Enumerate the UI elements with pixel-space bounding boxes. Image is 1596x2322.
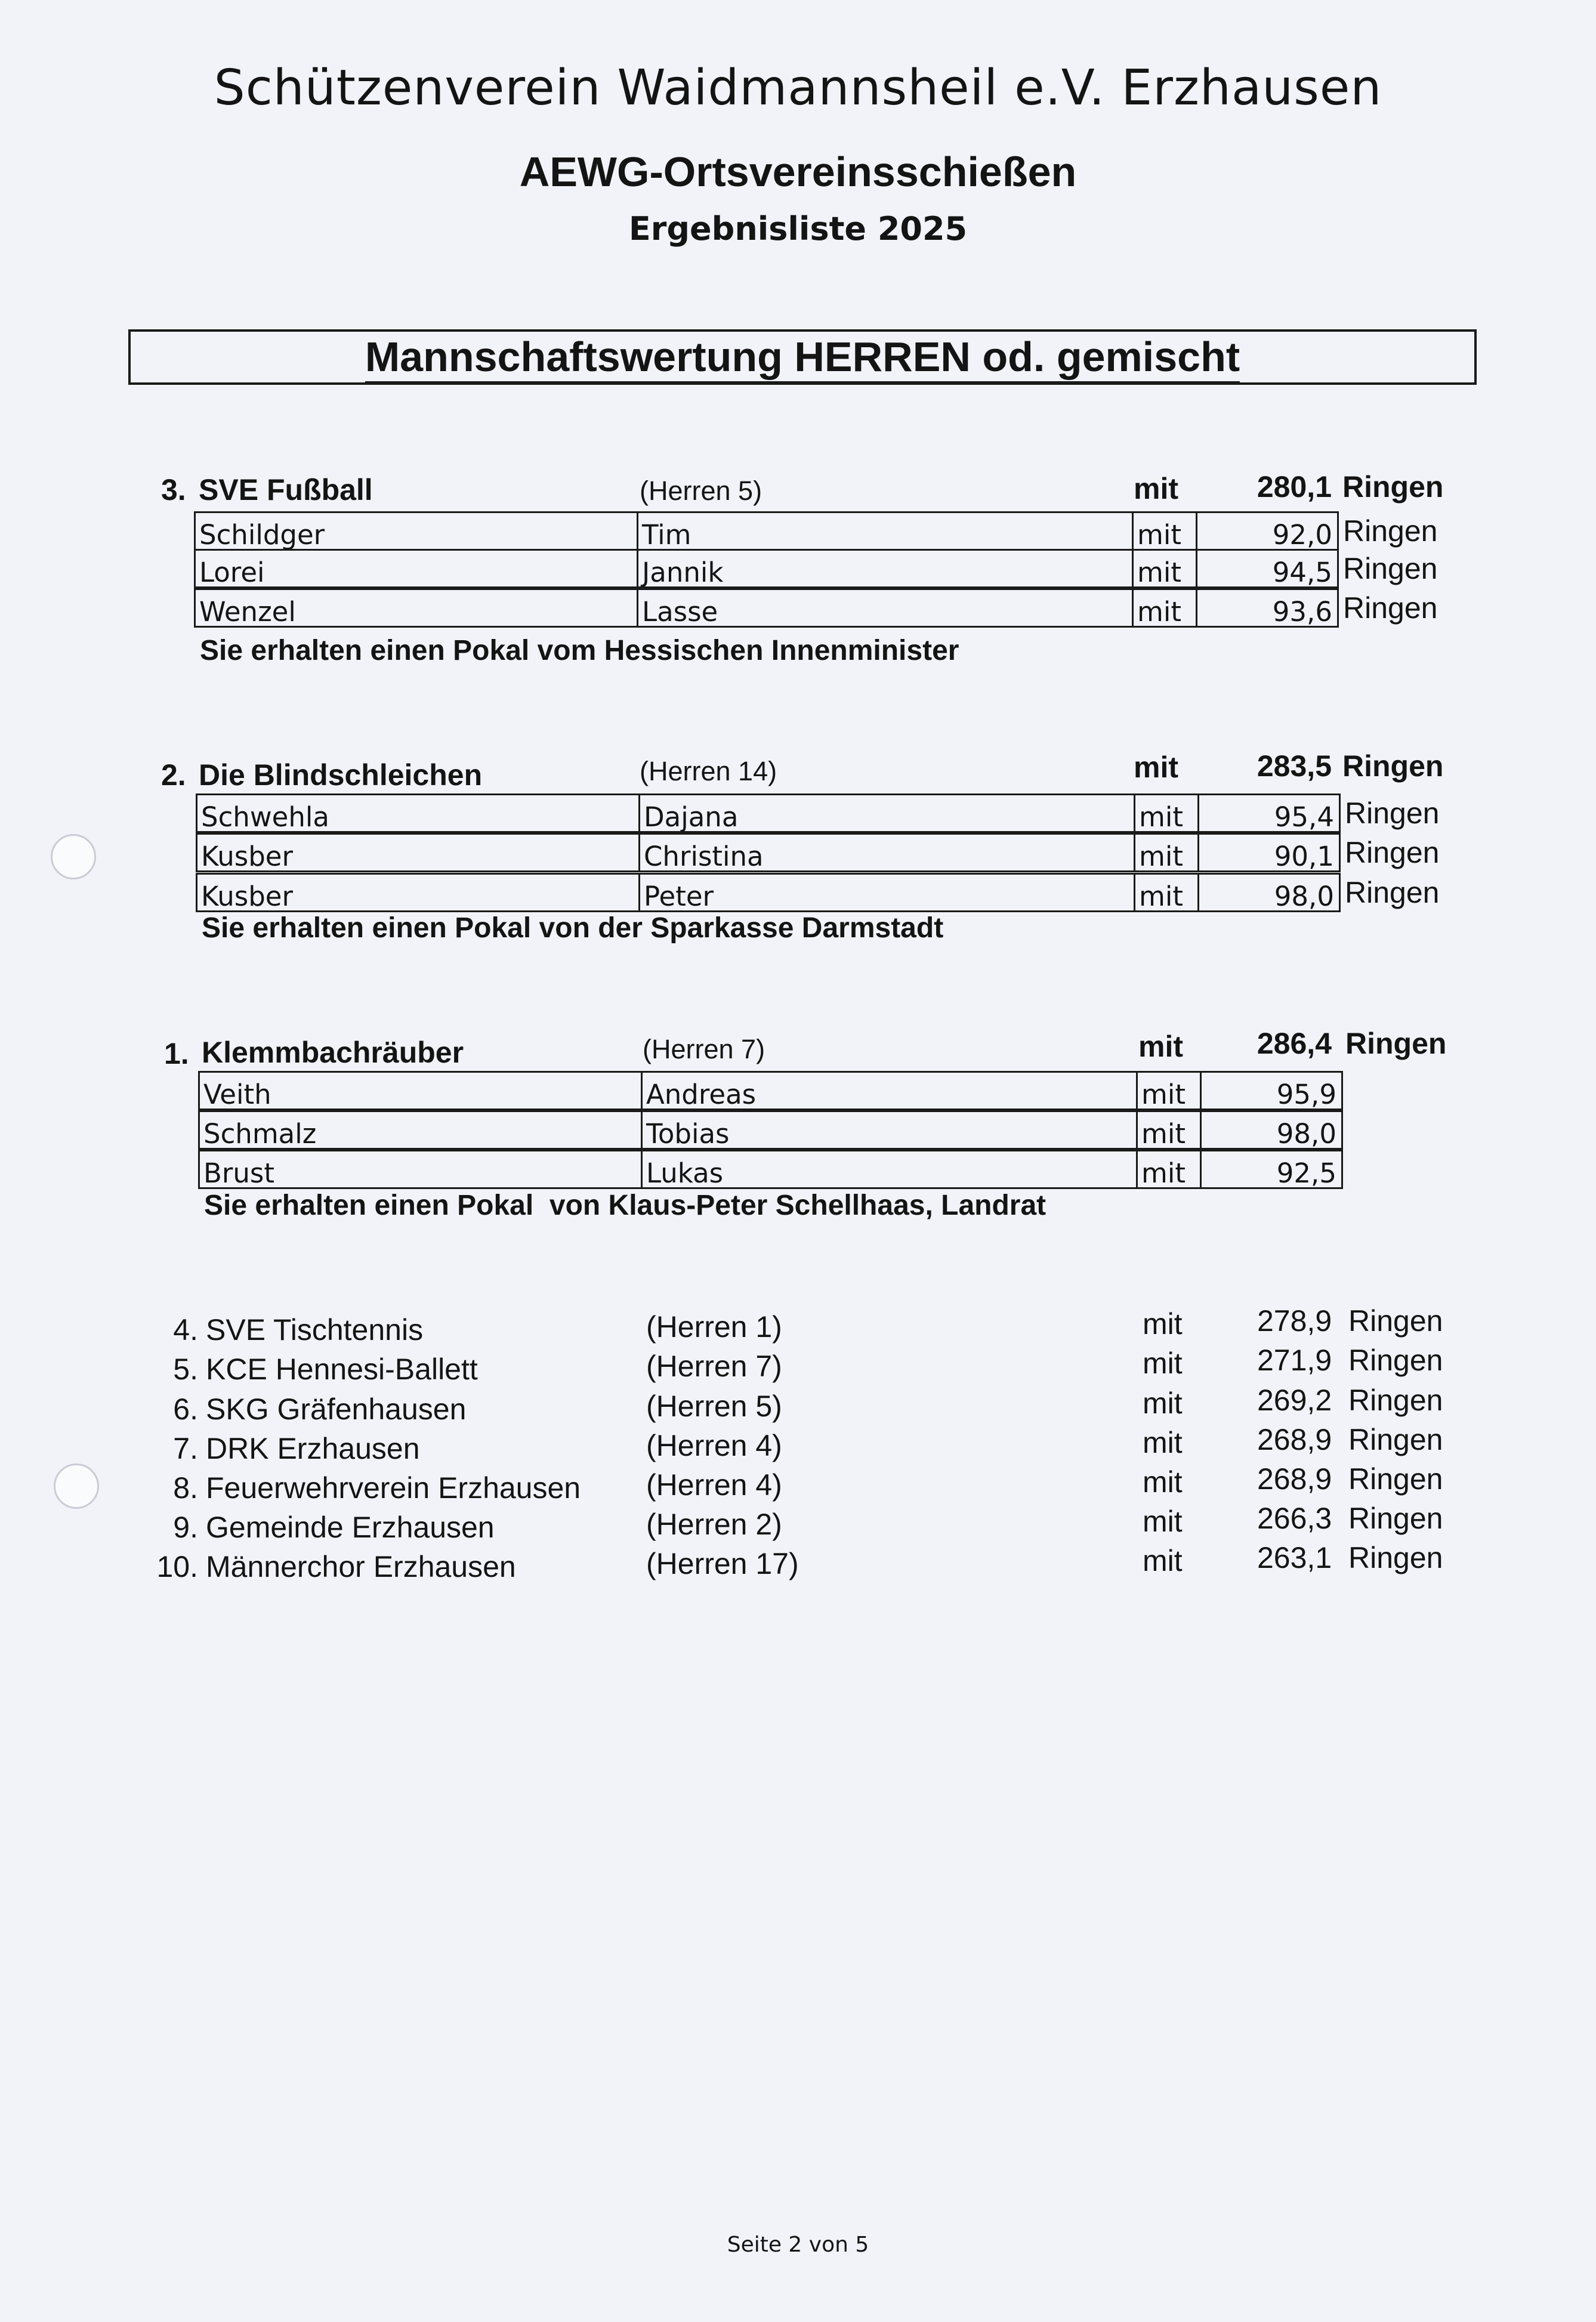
page-footer: Seite 2 von 5 (727, 2233, 869, 2257)
member-firstname: Tim (637, 511, 1132, 551)
item-team: DRK Erzhausen (206, 1432, 420, 1465)
member-firstname: Andreas (641, 1071, 1136, 1110)
item-unit: Ringen (1348, 1541, 1443, 1574)
member-lastname: Lorei (194, 549, 637, 588)
member-unit: Ringen (1343, 514, 1438, 548)
member-mit: mit (1132, 549, 1196, 588)
item-rank: 6. (173, 1392, 198, 1426)
member-unit: Ringen (1343, 591, 1438, 625)
item-team: KCE Hennesi-Ballett (206, 1353, 478, 1386)
item-score: 268,9 (1257, 1462, 1332, 1496)
item-class: (Herren 4) (646, 1429, 782, 1462)
member-mit: mit (1132, 588, 1196, 628)
team-rank: 2. (161, 758, 186, 792)
member-score: 98,0 (1200, 1110, 1343, 1150)
team-score: 280,1 (1257, 470, 1332, 504)
team-class: (Herren 5) (640, 475, 763, 506)
event-title: AEWG-Ortsvereinsschießen (519, 149, 1077, 195)
item-unit: Ringen (1348, 1304, 1443, 1338)
member-lastname: Kusber (196, 873, 638, 912)
team-rank: 3. (161, 473, 186, 507)
item-mit: mit (1143, 1426, 1183, 1459)
item-class: (Herren 5) (646, 1390, 782, 1423)
member-firstname: Tobias (641, 1110, 1136, 1150)
team-score: 283,5 (1257, 749, 1332, 783)
member-lastname: Wenzel (194, 588, 637, 628)
item-score: 271,9 (1257, 1344, 1332, 1377)
item-mit: mit (1143, 1387, 1183, 1420)
member-mit: mit (1136, 1071, 1200, 1110)
item-class: (Herren 2) (646, 1508, 782, 1541)
member-lastname: Schwehla (196, 793, 638, 833)
member-mit: mit (1134, 833, 1197, 872)
member-firstname: Christina (638, 833, 1134, 872)
team-mit: mit (1138, 1030, 1183, 1063)
member-firstname: Dajana (638, 793, 1134, 833)
member-mit: mit (1132, 511, 1196, 551)
item-mit: mit (1143, 1465, 1183, 1499)
trophy-note: Sie erhalten einen Pokal von der Sparkasse Darmstadt (202, 912, 944, 944)
club-title: Schützenverein Waidmannsheil e.V. Erzhausen (214, 60, 1382, 116)
member-firstname: Peter (638, 873, 1134, 912)
team-name: Klemmbachräuber (202, 1036, 464, 1069)
team-unit: Ringen (1342, 749, 1444, 783)
member-score: 94,5 (1196, 549, 1339, 588)
item-team: SKG Gräfenhausen (206, 1392, 467, 1426)
item-team: Feuerwehrverein Erzhausen (206, 1471, 581, 1505)
team-mit: mit (1134, 472, 1178, 505)
member-lastname: Brust (198, 1150, 641, 1189)
member-lastname: Veith (198, 1071, 641, 1110)
item-rank: 10. (156, 1550, 198, 1583)
member-lastname: Kusber (196, 833, 638, 872)
member-score: 98,0 (1197, 873, 1341, 912)
item-class: (Herren 4) (646, 1468, 782, 1502)
member-mit: mit (1136, 1110, 1200, 1150)
team-class: (Herren 7) (643, 1034, 765, 1064)
item-class: (Herren 7) (646, 1350, 782, 1383)
member-score: 92,5 (1200, 1150, 1343, 1189)
member-unit: Ringen (1343, 552, 1438, 585)
section-title (128, 329, 1477, 385)
item-rank: 8. (173, 1471, 198, 1505)
member-firstname: Lukas (641, 1150, 1136, 1189)
member-mit: mit (1134, 793, 1197, 833)
member-score: 90,1 (1197, 833, 1341, 872)
member-unit: Ringen (1345, 796, 1440, 830)
section-title-text: Mannschaftswertung HERREN od. gemischt (365, 334, 1240, 384)
member-score: 92,0 (1196, 511, 1339, 551)
team-mit: mit (1134, 751, 1178, 784)
member-score: 95,9 (1200, 1071, 1343, 1110)
member-lastname: Schmalz (198, 1110, 641, 1150)
item-team: Gemeinde Erzhausen (206, 1511, 495, 1544)
item-mit: mit (1143, 1544, 1183, 1577)
list-title: Ergebnisliste 2025 (628, 210, 968, 248)
team-unit: Ringen (1342, 470, 1444, 504)
team-score: 286,4 (1257, 1027, 1332, 1060)
member-unit: Ringen (1345, 836, 1440, 869)
member-unit: Ringen (1345, 876, 1440, 909)
item-unit: Ringen (1348, 1423, 1443, 1456)
item-rank: 5. (173, 1353, 198, 1386)
item-unit: Ringen (1348, 1462, 1443, 1496)
team-rank: 1. (164, 1037, 189, 1070)
trophy-note: Sie erhalten einen Pokal vom Hessischen Innenminister (200, 635, 959, 666)
item-team: Männerchor Erzhausen (206, 1550, 516, 1583)
member-lastname: Schildger (194, 511, 637, 551)
item-score: 263,1 (1257, 1541, 1332, 1574)
item-score: 278,9 (1257, 1304, 1332, 1338)
punch-hole-top (51, 834, 96, 879)
trophy-note: Sie erhalten einen Pokal von Klaus-Peter Schellhaas, Landrat (204, 1190, 1046, 1221)
item-mit: mit (1143, 1347, 1183, 1380)
member-firstname: Lasse (637, 588, 1132, 628)
item-rank: 7. (173, 1432, 198, 1465)
item-team: SVE Tischtennis (206, 1313, 424, 1347)
member-mit: mit (1136, 1150, 1200, 1189)
member-mit: mit (1134, 873, 1197, 912)
punch-hole-bottom (54, 1463, 99, 1509)
item-unit: Ringen (1348, 1502, 1443, 1535)
item-unit: Ringen (1348, 1384, 1443, 1417)
item-score: 268,9 (1257, 1423, 1332, 1456)
member-score: 95,4 (1197, 793, 1341, 833)
team-name: SVE Fußball (199, 473, 373, 507)
team-name: Die Blindschleichen (199, 758, 483, 792)
item-unit: Ringen (1348, 1344, 1443, 1377)
item-rank: 9. (173, 1511, 198, 1544)
item-class: (Herren 17) (646, 1547, 799, 1580)
item-score: 269,2 (1257, 1384, 1332, 1417)
member-firstname: Jannik (637, 549, 1132, 588)
team-class: (Herren 14) (640, 756, 777, 786)
team-unit: Ringen (1345, 1027, 1447, 1060)
item-mit: mit (1143, 1505, 1183, 1538)
item-rank: 4. (173, 1313, 198, 1347)
item-class: (Herren 1) (646, 1310, 782, 1344)
member-score: 93,6 (1196, 588, 1339, 628)
item-score: 266,3 (1257, 1502, 1332, 1535)
item-mit: mit (1143, 1307, 1183, 1341)
